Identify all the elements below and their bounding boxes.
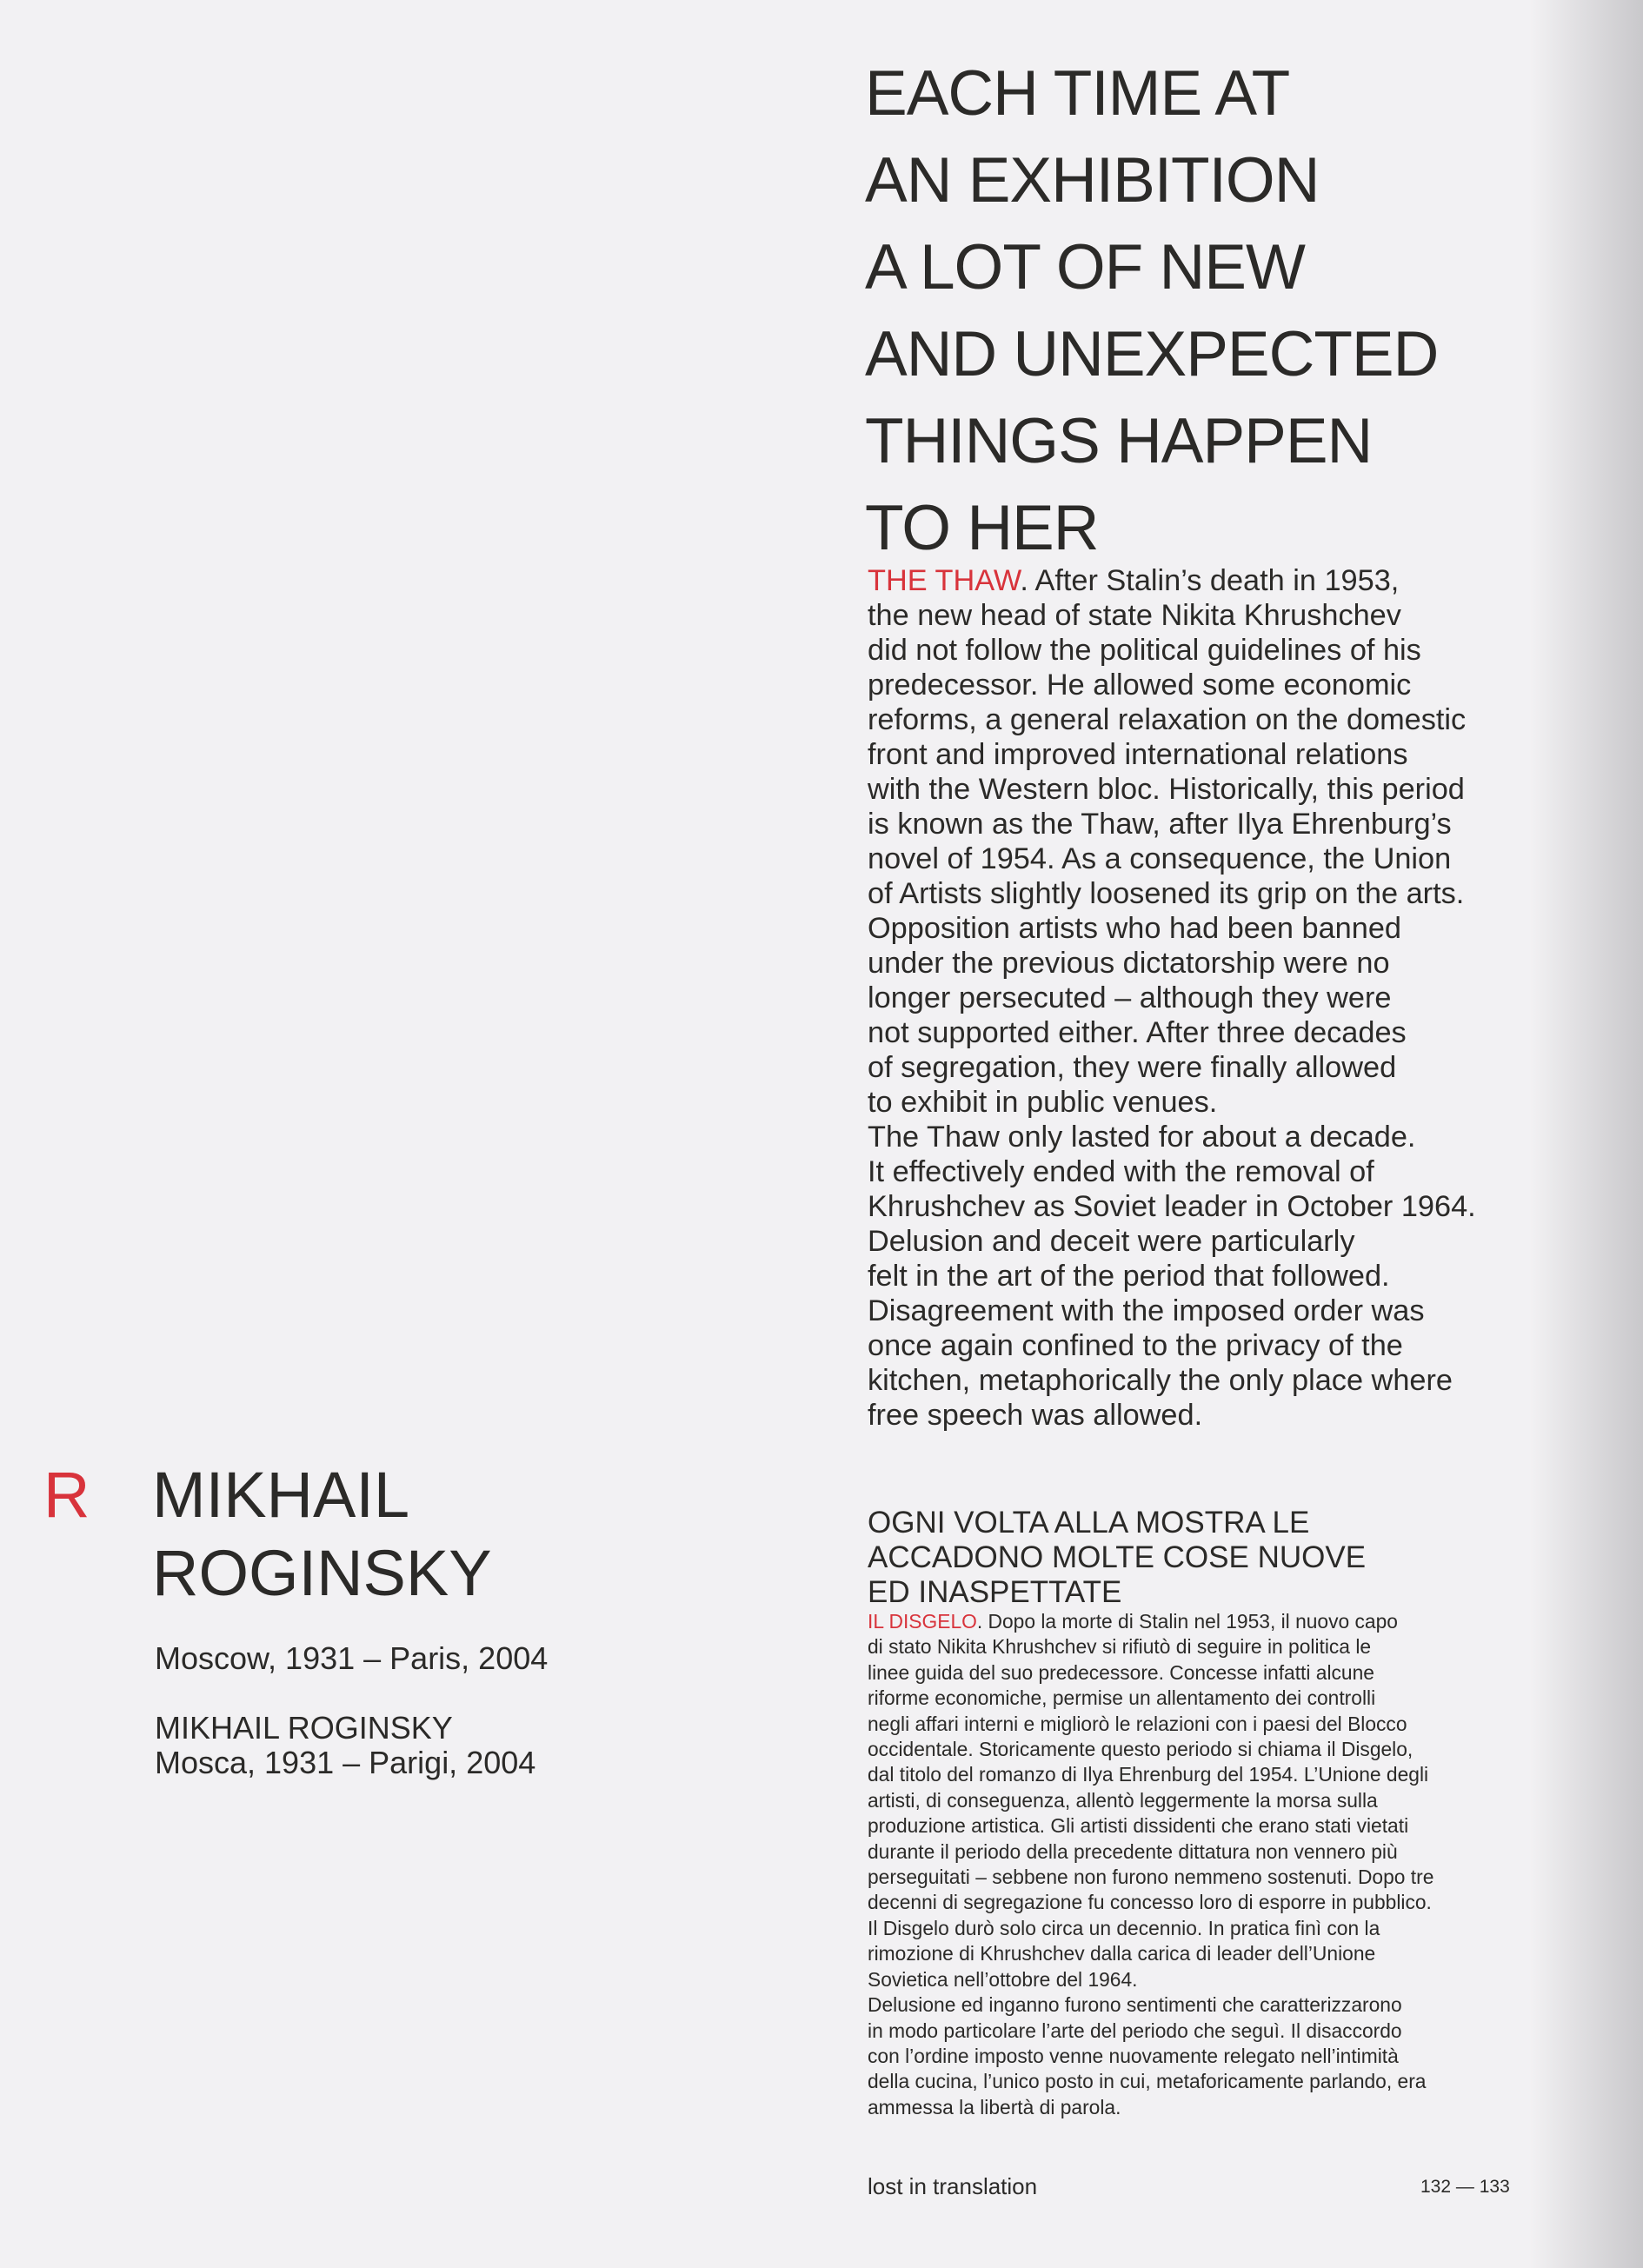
artist-name-line: ROGINSKY [152,1537,492,1609]
body-it-line: negli affari interni e migliorò le relazioni con i paesi del Blocco [868,1712,1407,1735]
headline-en [865,50,1578,572]
body-it-line: ammessa la libertà di parola. [868,2095,1121,2118]
body-line: reforms, a general relaxation on the domestic [868,703,1467,736]
body-line [868,563,1563,598]
artist-dates-en: Moscow, 1931 – Paris, 2004 [155,1640,549,1676]
running-title: lost in translation [868,2173,1038,2199]
body-line: of Artists slightly loosened its grip on the arts. [868,877,1465,910]
body-line: under the previous dictatorship were no [868,947,1390,980]
body-line: felt in the art of the period that followed. [868,1260,1390,1293]
headline-it-line: ACCADONO MOLTE COSE NUOVE [868,1540,1367,1574]
body-it-line: di stato Nikita Khrushchev si rifiutò di seguire in politica le [868,1635,1372,1659]
headline-line: AN EXHIBITION [865,145,1320,216]
body-line: did not follow the political guidelines of his [868,634,1421,667]
body-line: kitchen, metaphorically the only place where [868,1364,1453,1397]
body-line: predecessor. He allowed some economic [868,668,1412,702]
page-numbers: 132 — 133 [1420,2177,1510,2197]
body-first-line-rest: . After Stalin’s death in 1953, [1020,564,1400,597]
body-it-line: Il Disgelo durò solo circa un decennio. In pratica finì con la [868,1916,1380,1939]
body-line: the new head of state Nikita Khrushchev [868,599,1401,632]
body-it-line: Sovietica nell’ottobre del 1964. [868,1967,1138,1991]
body-it-line: durante il periodo della precedente dittatura non vennero più [868,1839,1398,1863]
body-line: It effectively ended with the removal of [868,1155,1374,1188]
body-line: not supported either. After three decades [868,1016,1407,1049]
body-text-en [868,563,1563,1433]
section-lead-it: IL DISGELO [868,1610,977,1633]
body-line: free speech was allowed. [868,1399,1203,1432]
body-line: Opposition artists who had been banned [868,912,1401,945]
section-lead-en: THE THAW [868,564,1021,597]
body-text-it [868,1609,1563,2120]
headline-it-line: OGNI VOLTA ALLA MOSTRA LE [868,1506,1310,1540]
body-line: once again confined to the privacy of the [868,1329,1403,1362]
headline-line: A LOT OF NEW [865,232,1305,303]
artist-name-line: MIKHAIL [152,1459,410,1531]
body-it-line: linee guida del suo predecessore. Concesse infatti alcune [868,1660,1374,1684]
body-line: Delusion and deceit were particularly [868,1225,1355,1258]
index-letter: R [43,1459,90,1531]
artist-name-it: MIKHAIL ROGINSKY [155,1710,453,1746]
body-it-line: della cucina, l’unico posto in cui, metaforicamente parlando, era [868,2070,1427,2093]
body-it-line [868,1609,1563,1634]
body-it-line: rimozione di Khrushchev dalla carica di leader dell’Unione [868,1942,1376,1965]
headline-line: TO HER [865,493,1099,563]
body-it-line: con l’ordine imposto venne nuovamente relegato nell’intimità [868,2044,1399,2067]
body-line: novel of 1954. As a consequence, the Union [868,842,1452,875]
body-line: Disagreement with the imposed order was [868,1294,1425,1327]
body-line: with the Western bloc. Historically, this period [868,773,1465,806]
headline-line: THINGS HAPPEN [865,406,1373,476]
body-line: to exhibit in public venues. [868,1086,1218,1119]
body-it-line: riforme economiche, permise un allentamento dei controlli [868,1686,1376,1710]
body-it-line: decenni di segregazione fu concesso loro di esporre in pubblico. [868,1891,1432,1914]
artist-dates-it: Mosca, 1931 – Parigi, 2004 [155,1745,536,1780]
artist-name [152,1456,492,1613]
body-it-line: Delusione ed inganno furono sentimenti che caratterizzarono [868,1993,1402,2017]
headline-line: EACH TIME AT [865,58,1290,129]
body-line: The Thaw only lasted for about a decade. [868,1121,1416,1154]
body-line: front and improved international relations [868,738,1408,771]
body-it-line: dal titolo del romanzo di Ilya Ehrenburg del 1954. L’Unione degli [868,1763,1429,1786]
headline-it [868,1506,1366,1610]
body-line: Khrushchev as Soviet leader in October 1964. [868,1190,1476,1223]
body-line: is known as the Thaw, after Ilya Ehrenburg’s [868,808,1452,841]
body-line: of segregation, they were finally allowed [868,1051,1397,1084]
body-it-first-line-rest: . Dopo la morte di Stalin nel 1953, il nuovo capo [976,1610,1398,1633]
body-it-line: occidentale. Storicamente questo periodo si chiama il Disgelo, [868,1738,1414,1761]
body-line: longer persecuted – although they were [868,981,1392,1014]
body-it-line: artisti, di conseguenza, allentò leggermente la morsa sulla [868,1788,1378,1812]
body-it-line: produzione artistica. Gli artisti dissidenti che erano stati vietati [868,1814,1409,1838]
body-it-line: in modo particolare l’arte del periodo che seguì. Il disaccordo [868,2019,1402,2042]
body-it-line: perseguitati – sebbene non furono nemmeno sostenuti. Dopo tre [868,1866,1434,1889]
headline-it-line: ED INASPETTATE [868,1575,1122,1609]
artist-info-it [155,1711,535,1780]
headline-line: AND UNEXPECTED [865,319,1439,389]
